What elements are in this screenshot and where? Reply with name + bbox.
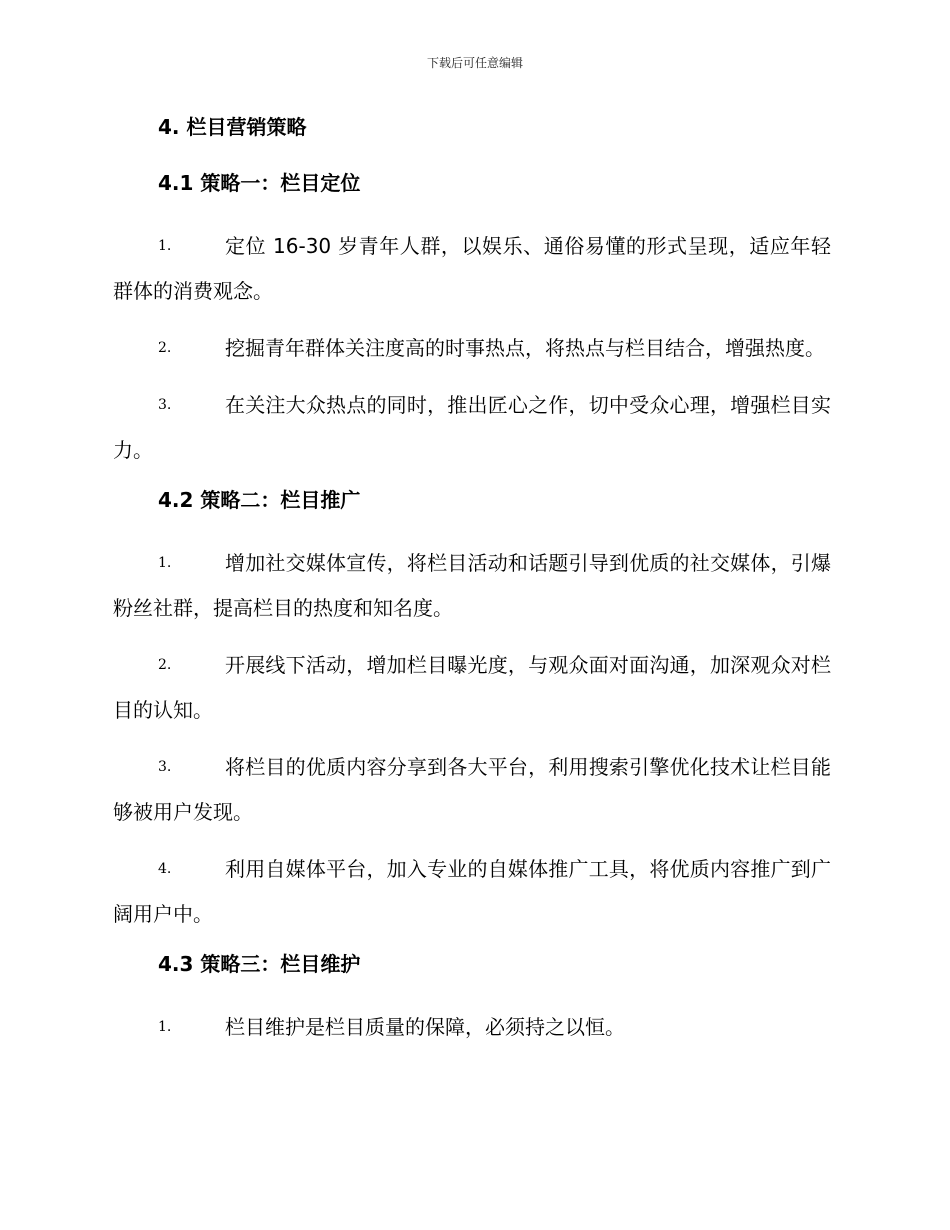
- list-item: [113, 643, 831, 733]
- list-text: 栏目维护是栏目质量的保障，必须持之以恒。: [225, 1015, 625, 1039]
- list-number: 4.: [158, 861, 172, 877]
- list-text: 在关注大众热点的同时，推出匠心之作，切中受众心理，增强栏目实力。: [113, 393, 831, 462]
- page-header: 下载后可任意编辑: [426, 56, 523, 70]
- document-body: [113, 112, 831, 1062]
- subsection-title-4-2: 4.2 策略二：栏目推广: [158, 488, 361, 512]
- list-text: 将栏目的优质内容分享到各大平台，利用搜索引擎优化技术让栏目能够被用户发现。: [113, 755, 831, 824]
- list-text: 开展线下活动，增加栏目曝光度，与观众面对面沟通，加深观众对栏目的认知。: [113, 653, 831, 722]
- list-item: [113, 745, 831, 835]
- list-number: 3.: [158, 397, 172, 413]
- list-item: [113, 847, 831, 937]
- list-number: 3.: [158, 759, 172, 775]
- list-number: 1.: [158, 555, 172, 571]
- list-number: 2.: [158, 340, 172, 356]
- list-item: [113, 383, 831, 473]
- list-item: [113, 541, 831, 631]
- subsection-title-4-1: 4.1 策略一：栏目定位: [158, 171, 361, 195]
- list-number: 1.: [158, 1019, 172, 1035]
- list-item: [113, 1005, 831, 1050]
- list-item: [113, 224, 831, 314]
- list-text: 增加社交媒体宣传，将栏目活动和话题引导到优质的社交媒体，引爆粉丝社群，提高栏目的热度和知名度。: [113, 551, 831, 620]
- list-number: 2.: [158, 657, 172, 673]
- list-number: 1.: [158, 238, 172, 254]
- subsection-title-4-3: 4.3 策略三：栏目维护: [158, 952, 361, 976]
- list-text: 利用自媒体平台，加入专业的自媒体推广工具，将优质内容推广到广阔用户中。: [113, 857, 831, 926]
- list-item: [113, 326, 831, 371]
- list-text: 定位 16-30 岁青年人群，以娱乐、通俗易懂的形式呈现，适应年轻群体的消费观念。: [113, 234, 831, 303]
- list-text: 挖掘青年群体关注度高的时事热点，将热点与栏目结合，增强热度。: [225, 336, 825, 360]
- section-title: 4. 栏目营销策略: [158, 115, 307, 139]
